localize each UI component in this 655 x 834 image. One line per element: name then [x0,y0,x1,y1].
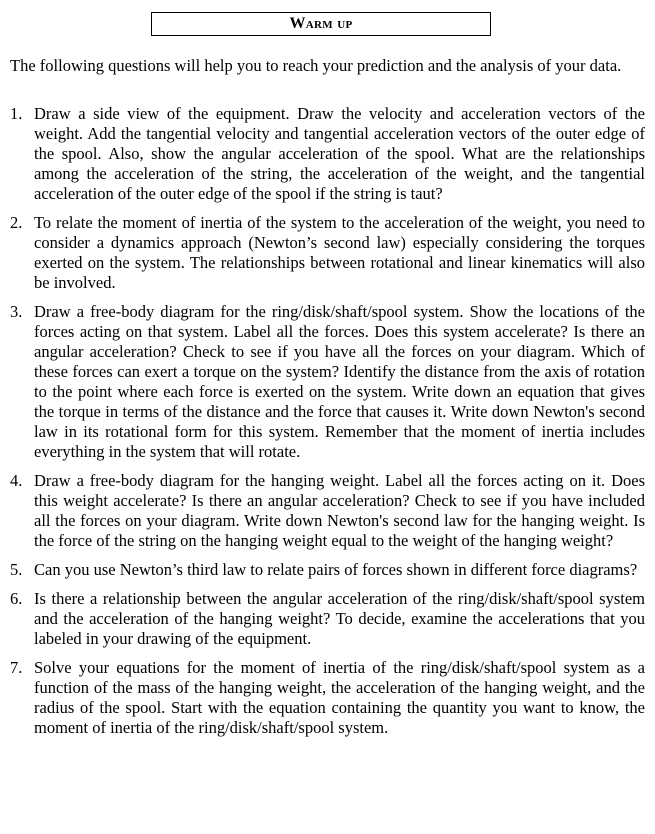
question-number: 1. [10,104,23,123]
question-item [0,658,645,738]
question-text: Is there a relationship between the angular acceleration of the ring/disk/shaft/spool system and the acceleration of the hanging weight? To decide, examine the accelerations that you labeled in your drawing of the equipment. [34,589,645,648]
question-item [0,104,645,204]
question-text: Draw a free-body diagram for the ring/disk/shaft/spool system. Show the locations of the forces acting on that system. Label all the forces. Does this system accelerate? Is there an angular acceleration? Check to see if you have all the forces on your diagram. Which of these forces can exert a torque on the system? Identify the distance from the axis of rotation to the point where each force is exerted on the system. Write down an equation that gives the torque in terms of the distance and the force that causes it. Write down Newton's second law in its rotational form for this system. Remember that the moment of inertia includes everything in the system that will rotate. [34,302,645,461]
question-number: 5. [10,560,23,579]
question-item [0,302,645,462]
title-box [151,12,491,36]
page-title: Warm up [289,15,353,32]
question-text: Can you use Newton’s third law to relate pairs of forces shown in different force diagrams? [34,560,638,579]
question-item [0,471,645,551]
question-item [0,589,645,649]
question-list [0,104,645,747]
question-text: Draw a free-body diagram for the hanging weight. Label all the forces acting on it. Does this weight accelerate? Is there an angular acceleration? Check to see if you have included all the forces on your diagram. Write down Newton's second law for the hanging weight. Is the force of the string on the hanging weight equal to the weight of the hanging weight? [34,471,645,550]
question-item [0,560,645,580]
question-number: 3. [10,302,23,321]
intro-paragraph: The following questions will help you to reach your prediction and the analysis of your data. [10,56,622,75]
question-number: 6. [10,589,23,608]
question-number: 2. [10,213,23,232]
question-text: To relate the moment of inertia of the system to the acceleration of the weight, you need to consider a dynamics approach (Newton’s second law) especially considering the torques exerted on the system. The relationships between rotational and linear kinematics will also be involved. [34,213,645,292]
question-text: Solve your equations for the moment of inertia of the ring/disk/shaft/spool system as a function of the mass of the hanging weight, the acceleration of the hanging weight, and the radius of the spool. Start with the equation containing the quantity you want to know, the moment of inertia of the ring/disk/shaft/spool system. [34,658,645,737]
question-text: Draw a side view of the equipment. Draw the velocity and acceleration vectors of the weight. Add the tangential velocity and tangential acceleration vectors of the outer edge of the spool. Also, show the angular acceleration of the spool. What are the relationships among the acceleration of the string, the acceleration of the weight, and the tangential acceleration of the outer edge of the spool if the string is taut? [34,104,645,203]
question-item [0,213,645,293]
question-number: 4. [10,471,23,490]
question-number: 7. [10,658,23,677]
